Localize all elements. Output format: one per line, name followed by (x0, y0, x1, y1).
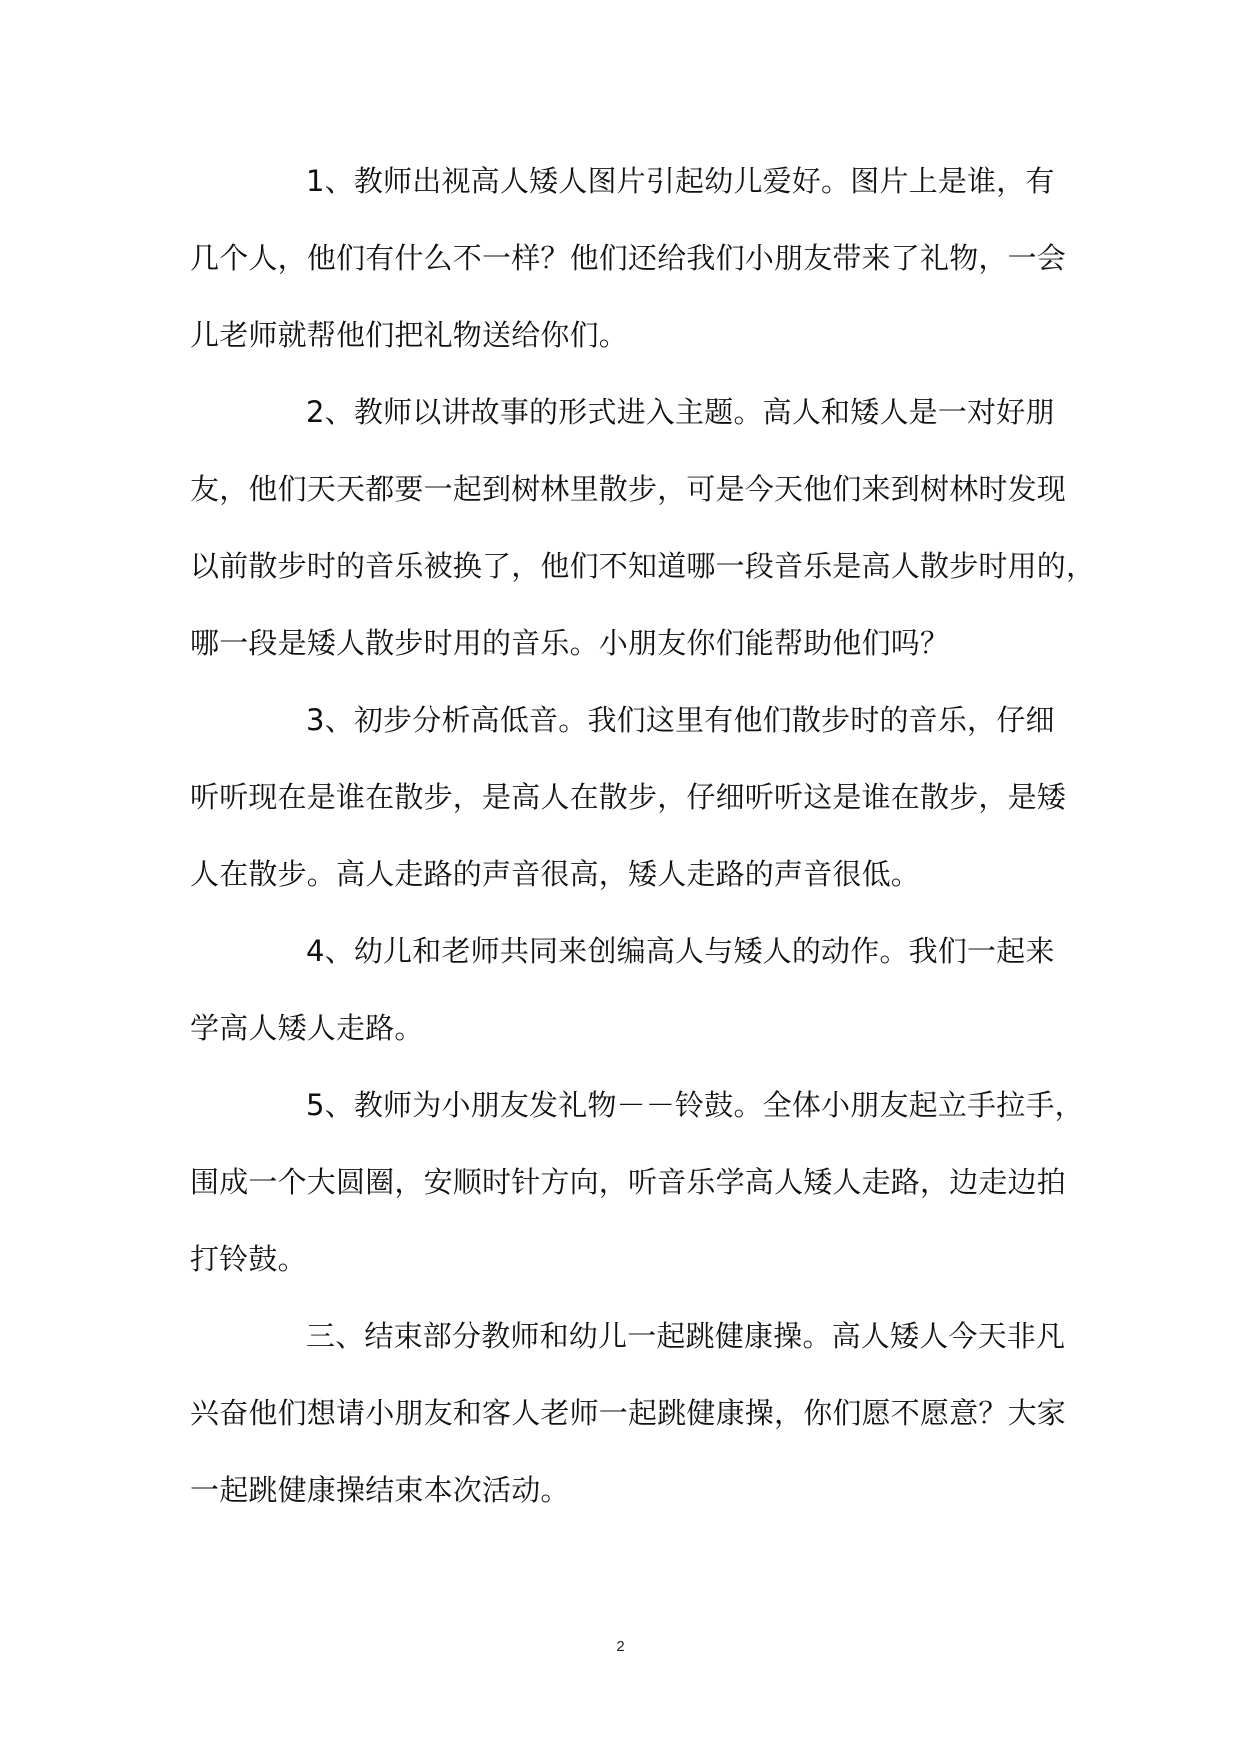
text-line: 人在散步。高人走路的声音很高，矮人走路的声音很低。 (190, 857, 921, 891)
paragraph-step-1 (190, 143, 1067, 374)
text-line: 以前散步时的音乐被换了，他们不知道哪一段音乐是高人散步时用的， (190, 549, 1096, 583)
text-line: 一起跳健康操结束本次活动。 (190, 1473, 570, 1507)
text-line: 友，他们天天都要一起到树林里散步，可是今天他们来到树林时发现 (190, 472, 1067, 506)
paragraph-step-3 (190, 682, 1067, 913)
text-line: 学高人矮人走路。 (190, 1011, 424, 1045)
text-line: 围成一个大圆圈，安顺时针方向，听音乐学高人矮人走路，边走边拍 (190, 1165, 1067, 1199)
text-line: 5、教师为小朋友发礼物－－铃鼓。全体小朋友起立手拉手， (306, 1088, 1084, 1122)
text-line: 3、初步分析高低音。我们这里有他们散步时的音乐，仔细 (306, 703, 1055, 737)
paragraph-step-5 (190, 1067, 1084, 1298)
text-line: 三、结束部分教师和幼儿一起跳健康操。高人矮人今天非凡 (306, 1319, 1066, 1353)
text-line: 4、幼儿和老师共同来创编高人与矮人的动作。我们一起来 (306, 934, 1055, 968)
text-line: 2、教师以讲故事的形式进入主题。高人和矮人是一对好朋 (306, 395, 1055, 429)
text-line: 哪一段是矮人散步时用的音乐。小朋友你们能帮助他们吗？ (190, 626, 950, 660)
text-line: 打铃鼓。 (190, 1242, 307, 1276)
paragraph-step-2 (190, 374, 1096, 682)
text-line: 几个人，他们有什么不一样？他们还给我们小朋友带来了礼物，一会 (190, 241, 1067, 275)
text-line: 听听现在是谁在散步，是高人在散步，仔细听听这是谁在散步，是矮 (190, 780, 1067, 814)
text-line: 1、教师出视高人矮人图片引起幼儿爱好。图片上是谁，有 (306, 164, 1055, 198)
text-line: 儿老师就帮他们把礼物送给你们。 (190, 318, 629, 352)
paragraph-conclusion (190, 1298, 1067, 1529)
document-body (190, 143, 1096, 1529)
text-line: 兴奋他们想请小朋友和客人老师一起跳健康操，你们愿不愿意？大家 (190, 1396, 1067, 1430)
page-number: 2 (616, 1638, 625, 1655)
paragraph-step-4 (190, 913, 1060, 1067)
